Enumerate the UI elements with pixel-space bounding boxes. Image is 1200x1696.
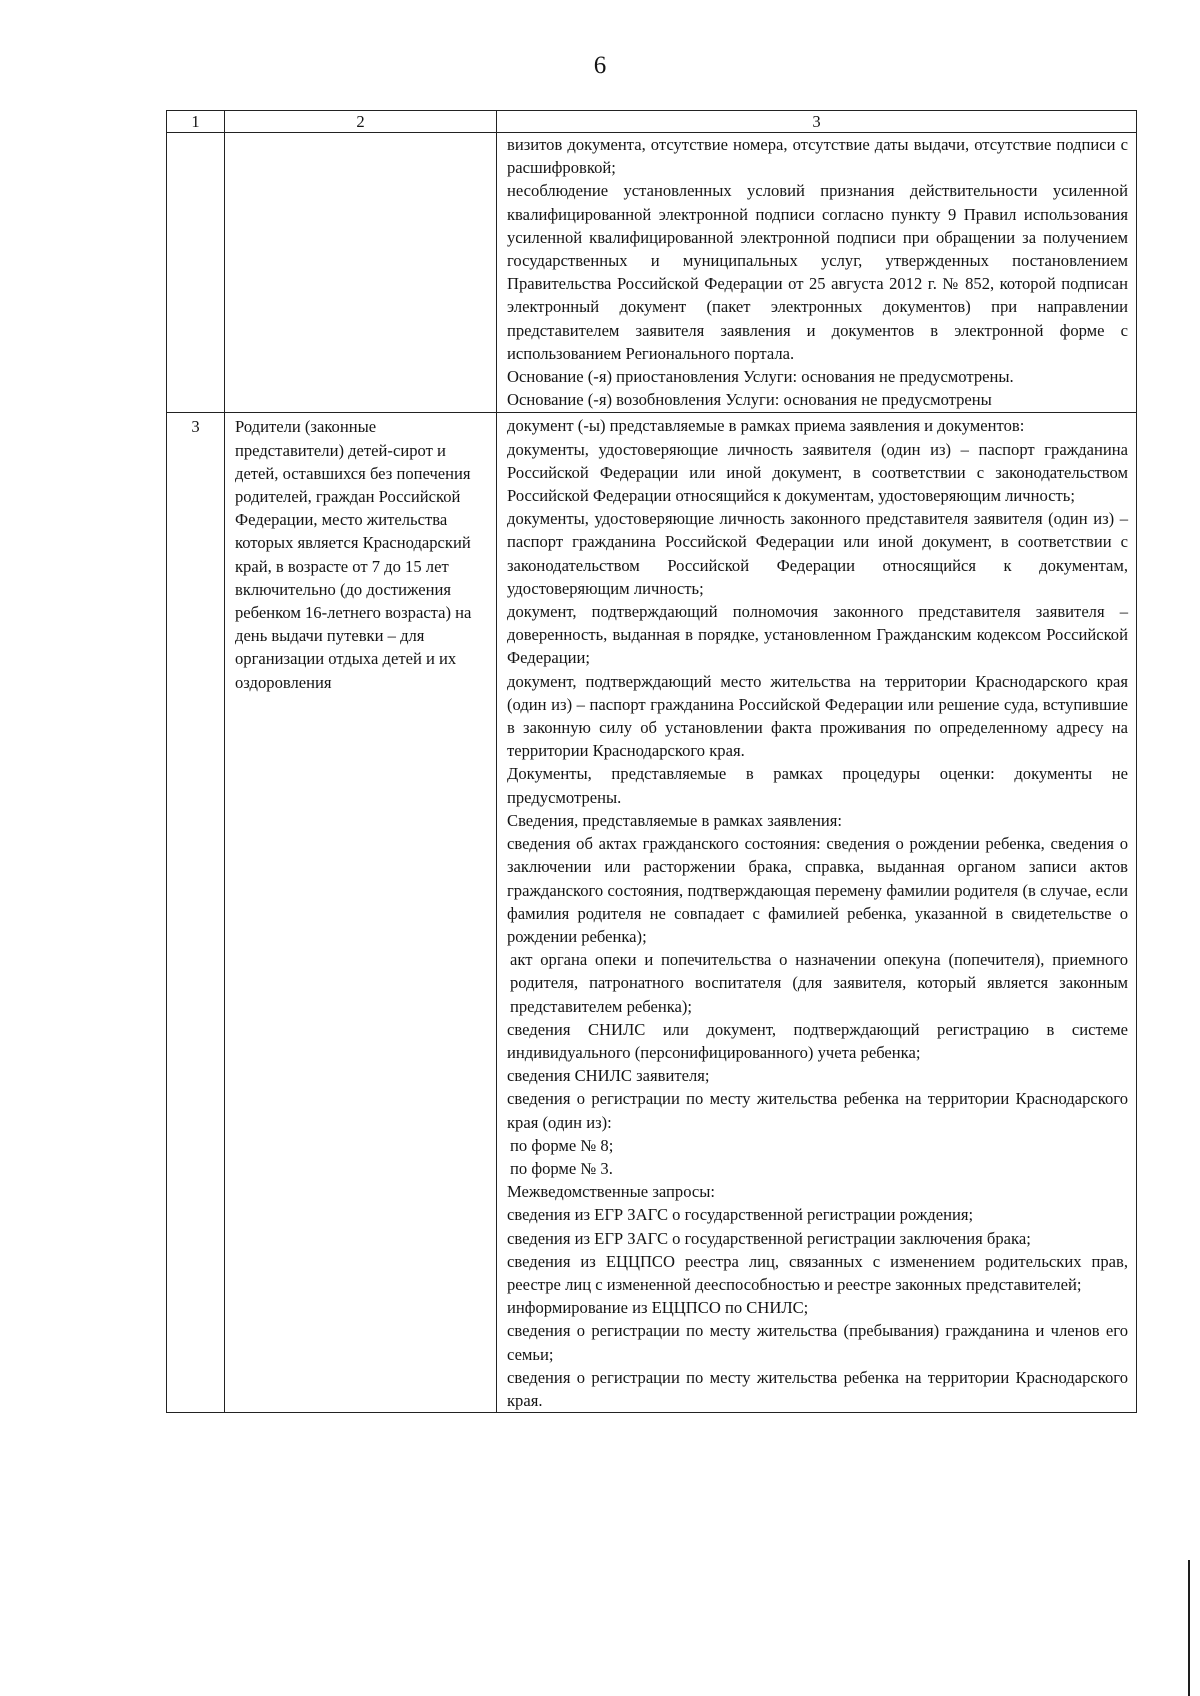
content-paragraph: информирование из ЕЦЦПСО по СНИЛС;	[507, 1298, 809, 1318]
table-row	[167, 413, 1137, 1413]
row-description: Родители (законные представители) детей-сирот и детей, оставшихся без попечения родителей, граждан Российской Федерации, место жительства которых является Краснодарский край, в возрасте от 7 до 15 лет включительно (до достижения ребенком 16-летнего возраста) на день выдачи путевки – для организации отдыха детей и их оздоровления	[225, 413, 497, 1413]
content-paragraph: Межведомственные запросы:	[507, 1182, 716, 1202]
content-paragraph: документы, удостоверяющие личность заявителя (один из) – паспорт гражданина Российской Федерации или иной документ, в соответствии с законодательством Российской Федерации относящийся к документам, удостоверяющим личность;	[507, 439, 1128, 506]
content-paragraph: сведения из ЕГР ЗАГС о государственной регистрации заключения брака;	[507, 1228, 1031, 1248]
content-paragraph: сведения из ЕГР ЗАГС о государственной регистрации рождения;	[507, 1205, 974, 1225]
content-paragraph: сведения из ЕЦЦПСО реестра лиц, связанных с изменением родительских прав, реестре лиц с измененной дееспособностью и реестре законных представителей;	[507, 1251, 1128, 1294]
content-paragraph: несоблюдение установленных условий признания действительности усиленной квалифицированной электронной подписи согласно пункту 9 Правил использования усиленной квалифицированной электронной подписи при обращении за получением государственных и муниципальных услуг, утвержденных постановлением Правительства Российской Федерации от 25 августа 2012 г. № 852, которой подписан электронный документ (пакет электронных документов) при направлении представителем заявителя заявления и документов в электронной форме с использованием Регионального портала.	[507, 181, 1128, 363]
content-paragraph: по форме № 3.	[510, 1158, 613, 1178]
header-cell-3: 3	[497, 111, 1137, 133]
scan-edge-mark	[1188, 1560, 1190, 1696]
content-paragraph: Документы, представляемые в рамках процедуры оценки: документы не предусмотрены.	[507, 764, 1128, 807]
content-paragraph: сведения о регистрации по месту жительства ребенка на территории Краснодарского края (один из):	[507, 1089, 1128, 1132]
table-row	[167, 133, 1137, 413]
row-content	[497, 413, 1137, 1413]
content-paragraph: документы, удостоверяющие личность законного представителя заявителя (один из) – паспорт гражданина Российской Федерации или иной документ, в соответствии с законодательством Российской Федерации относящийся к документам, удостоверяющим личность;	[507, 509, 1128, 598]
content-paragraph: сведения СНИЛС или документ, подтверждающий регистрацию в системе индивидуального (персонифицированного) учета ребенка;	[507, 1019, 1128, 1062]
content-paragraph: документ, подтверждающий полномочия законного представителя заявителя – доверенность, выданная в порядке, установленном Гражданским кодексом Российской Федерации;	[507, 602, 1128, 668]
content-paragraph: визитов документа, отсутствие номера, отсутствие даты выдачи, отсутствие подписи с расшифровкой;	[507, 135, 1128, 178]
row-number: 3	[167, 413, 225, 1413]
content-paragraph: документ, подтверждающий место жительства на территории Краснодарского края (один из) – паспорт гражданина Российской Федерации или решение суда, вступившие в законную силу об установлении факта проживания по определенному адресу на территории Краснодарского края.	[507, 671, 1128, 761]
content-paragraph: Основание (-я) возобновления Услуги: основания не предусмотрены	[507, 390, 992, 410]
content-paragraph: сведения о регистрации по месту жительства (пребывания) гражданина и членов его семьи;	[507, 1321, 1128, 1364]
page-number: 6	[593, 52, 607, 79]
table-header-row	[167, 111, 1137, 133]
content-paragraph: Основание (-я) приостановления Услуги: основания не предусмотрены.	[507, 367, 1014, 387]
content-paragraph: документ (-ы) представляемые в рамках приема заявления и документов:	[507, 416, 1025, 436]
content-paragraph: сведения СНИЛС заявителя;	[507, 1066, 710, 1086]
row-description	[225, 133, 497, 413]
content-paragraph: сведения о регистрации по месту жительства ребенка на территории Краснодарского края.	[507, 1367, 1128, 1410]
row-number	[167, 133, 225, 413]
content-paragraph: Сведения, представляемые в рамках заявления:	[507, 810, 843, 830]
content-paragraph: сведения об актах гражданского состояния: сведения о рождении ребенка, сведения о заключении или расторжении брака, справка, выданная органом записи актов гражданского состояния, подтверждающая перемену фамилии родителя (в случае, если фамилия родителя не совпадает с фамилией ребенка, указанной в свидетельстве о рождении ребенка);	[507, 834, 1128, 946]
header-cell-2: 2	[225, 111, 497, 133]
document-table	[166, 110, 1137, 1413]
header-cell-1: 1	[167, 111, 225, 133]
content-paragraph: акт органа опеки и попечительства о назначении опекуна (попечителя), приемного родителя, патронатного воспитателя (для заявителя, который является законным представителем ребенка);	[510, 950, 1128, 1016]
row-content	[497, 133, 1137, 413]
content-paragraph: по форме № 8;	[510, 1135, 614, 1155]
